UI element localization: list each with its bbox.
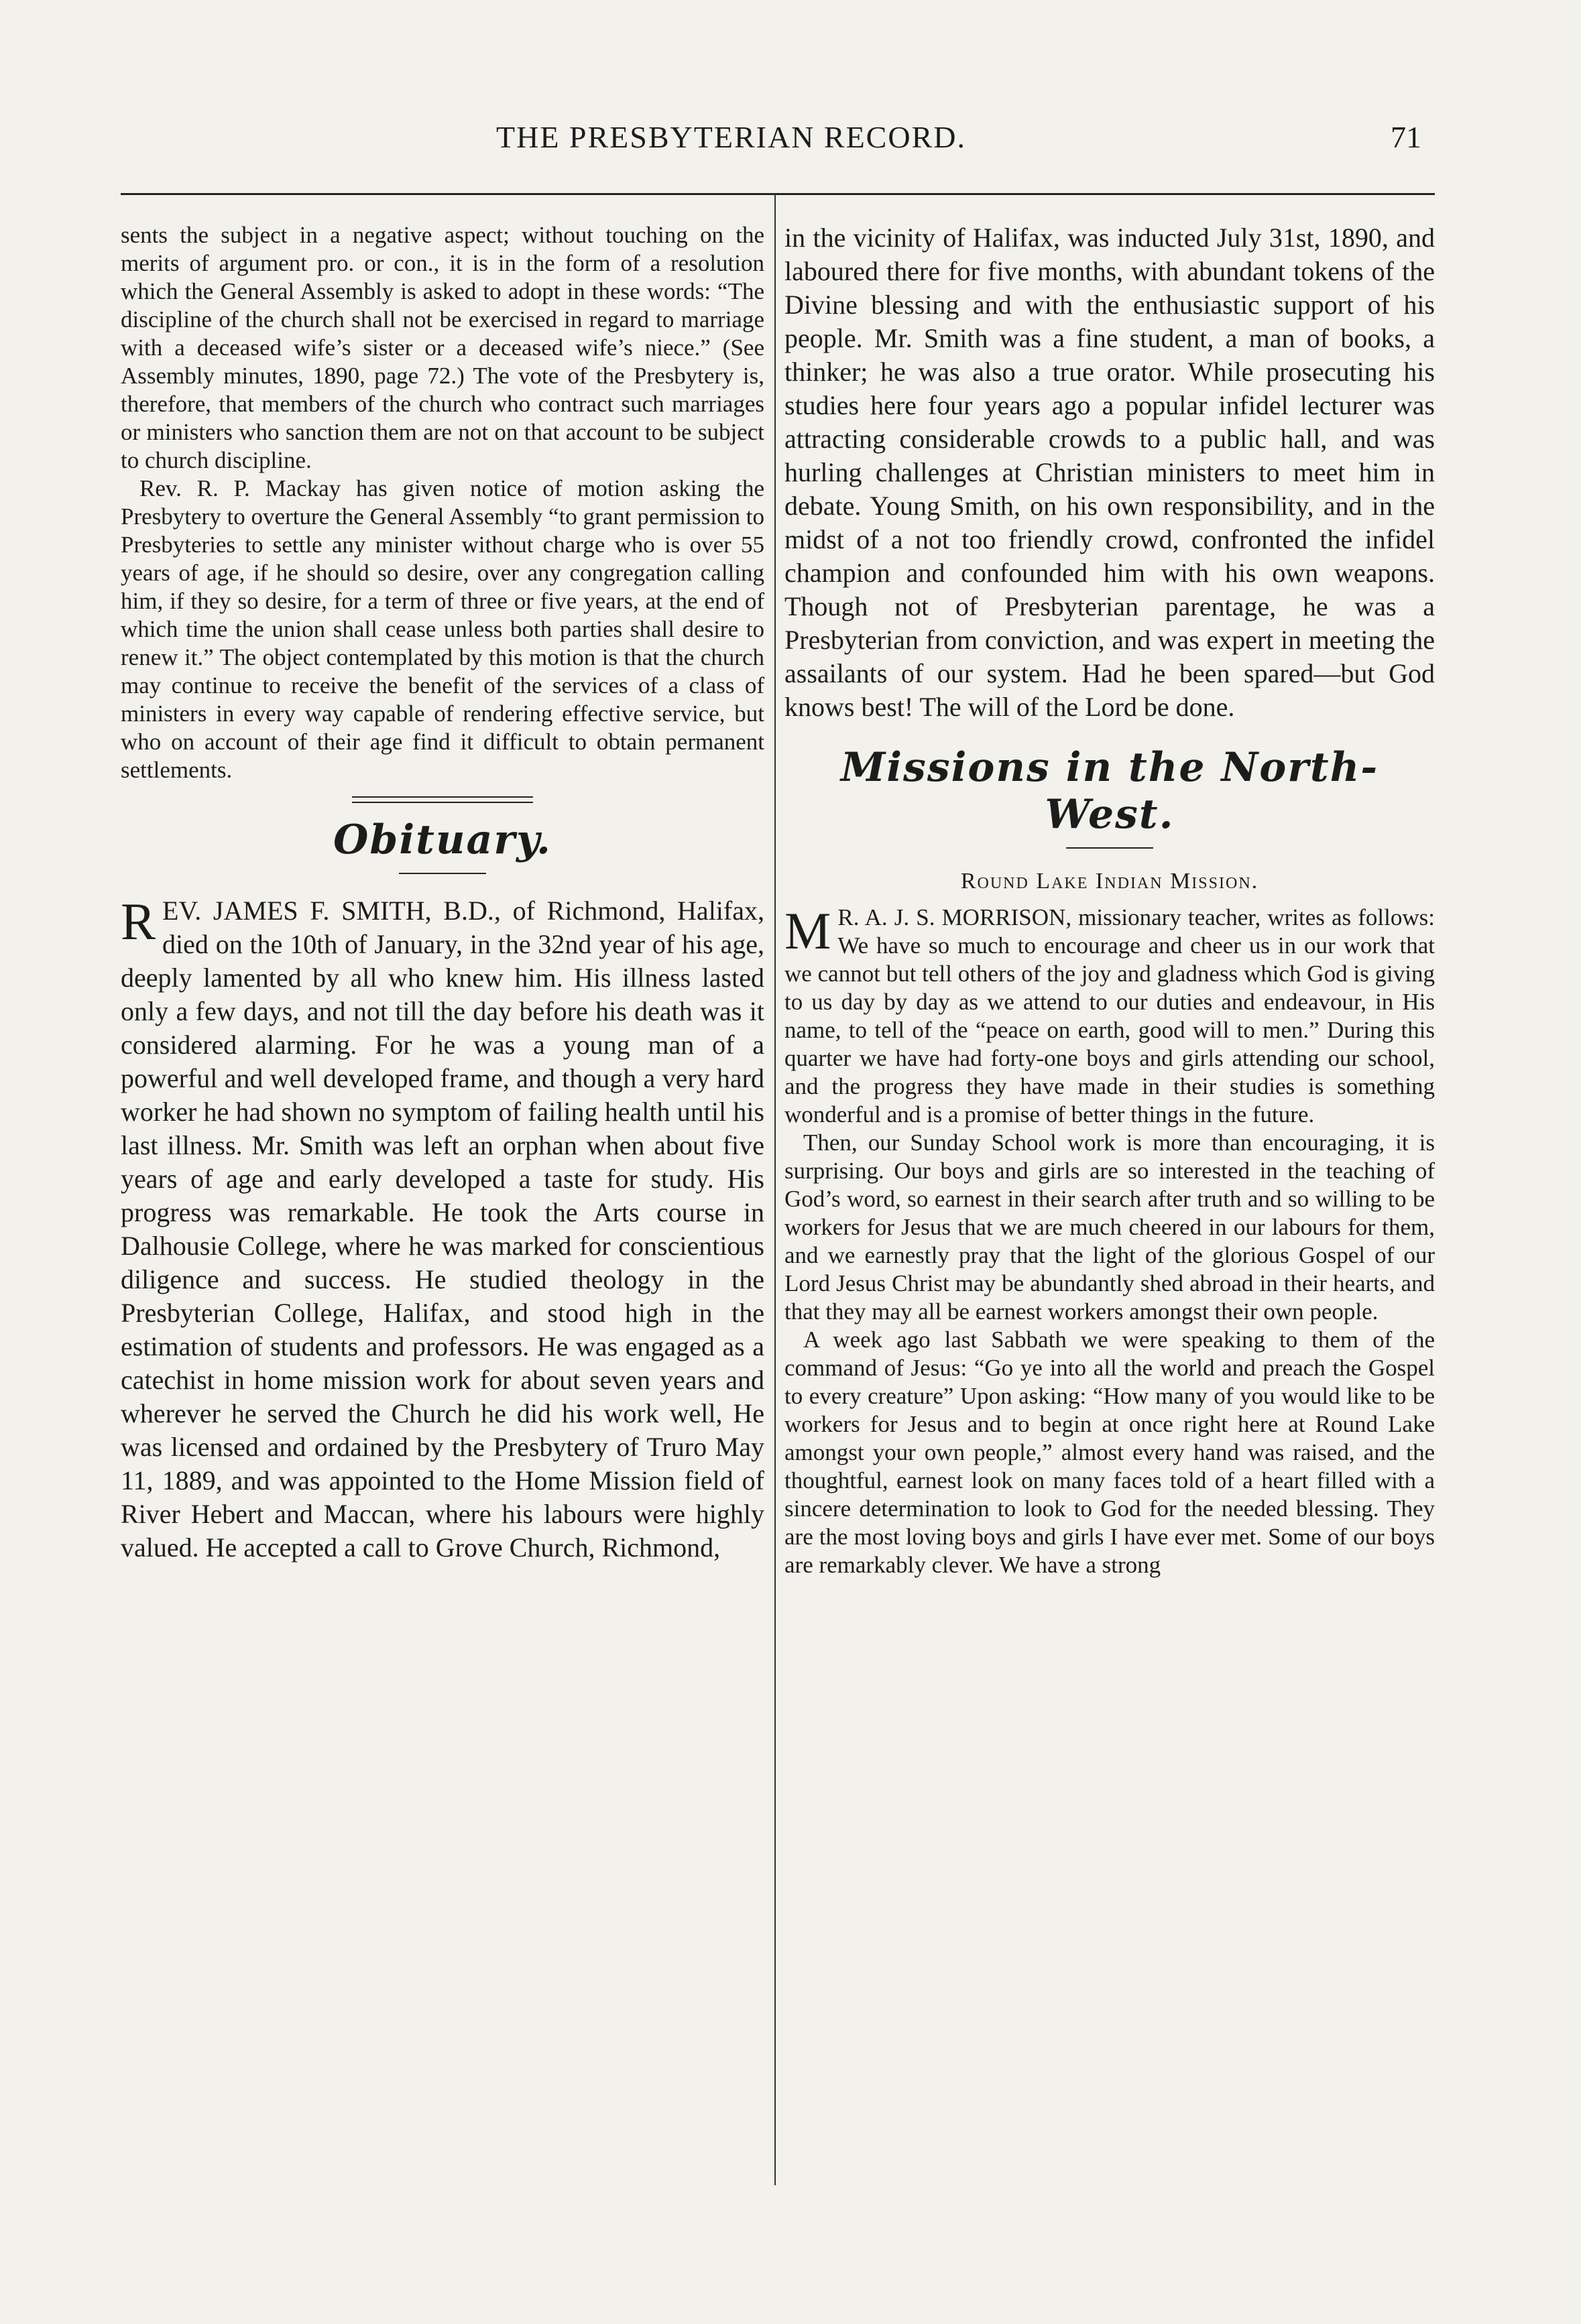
page-number: 71	[1391, 120, 1421, 154]
left-column	[121, 221, 764, 1565]
column-divider	[774, 194, 776, 2185]
obituary-heading: Obituary.	[333, 816, 552, 863]
mission-paragraph-1-body: R. A. J. S. MORRISON, missionary teacher, writes as follows: We have so much to encourage and cheer us in our work that we cannot but tell others of the joy and gladness which God is giving to us day by day as we attend to our duties and endeavour, in His name, to tell of the “peace on earth, good will to men.” During this quarter we have had forty-one boys and girls attending our school, and the progress they have made in their studies is something wonderful and is a promise of better things in the future.	[784, 904, 1435, 1127]
mission-paragraph-1	[784, 904, 1435, 1129]
right-column	[784, 221, 1435, 1579]
presbytery-paragraph-2: Rev. R. P. Mackay has given notice of motion asking the Presbytery to overture the General Assembly “to grant permission to Presbyteries to settle any minister without charge who is over 55 years of age, if he should so desire, over any congregation calling him, if they so desire, for a term of three or five years, at the end of which time the union shall cease unless both parties shall desire to renew it.” The object contemplated by this motion is that the church may continue to receive the benefit of the services of a class of ministers in every way capable of rendering effective service, but who on account of their age find it difficult to obtain permanent settlements.	[121, 475, 764, 783]
page-header	[121, 119, 1435, 173]
presbytery-paragraph-1: sents the subject in a negative aspect; without touching on the merits of argument pro. or con., it is in the form of a resolution which the General Assembly is asked to adopt in these words: “The discipline of the church shall not be exercised in regard to marriage with a deceased wife’s sister or a deceased wife’s niece.” (See Assembly minutes, 1890, page 72.) The vote of the Presbytery is, therefore, that members of the church who contract such marriages or ministers who sanction them are not on that account to be subject to church discipline.	[121, 222, 764, 473]
section-double-rule	[352, 796, 533, 803]
missions-heading: Missions in the North-West.	[840, 744, 1379, 838]
obituary-body: EV. JAMES F. SMITH, B.D., of Richmond, Halifax, died on the 10th of January, in the 32nd year of his age, deeply lamented by all who knew him. His illness lasted only a few days, and not till the day before his death was it considered alarming. For he was a young man of a powerful and well developed frame, and though a very hard worker he had shown no symptom of failing health until his last illness. Mr. Smith was left an orphan when about five years of age and early developed a taste for study. His progress was remarkable. He took the Arts course in Dalhousie College, where he was marked for conscientious diligence and success. He studied theology in the Presbyterian College, Halifax, and stood high in the estimation of students and professors. He was engaged as a catechist in home mission work for about seven years and wherever he served the Church he did his work well, He was licensed and ordained by the Presbytery of Truro May 11, 1889, and was appointed to the Home Mission field of River Hebert and Maccan, where his labours were highly valued. He accepted a call to Grove Church, Richmond,	[121, 896, 764, 1563]
obituary-dropcap: R	[121, 892, 156, 951]
mission-paragraph-3: A week ago last Sabbath we were speaking to them of the command of Jesus: “Go ye into all the world and preach the Gospel to every creature” Upon asking: “How many of you would like to be workers for Jesus and to begin at once right here at Round Lake amongst your own people,” almost every hand was raised, and the thoughtful, earnest look on many faces told of a heart filled with a sincere determination to look to God for the needed blessing. They are the most loving boys and girls I have ever met. Some of our boys are remarkably clever. We have a strong	[784, 1327, 1435, 1578]
header-rule	[121, 193, 1435, 195]
heading-rule	[399, 873, 486, 874]
obituary-text	[121, 894, 764, 1565]
missions-heading-rule	[1066, 847, 1153, 849]
obituary-continued: in the vicinity of Halifax, was inducted July 31st, 1890, and laboured there for five months, with abundant tokens of the Divine blessing and with the enthusiastic support of his people. Mr. Smith was a fine student, a man of books, a thinker; he was also a true orator. While prosecuting his studies here four years ago a popular infidel lecturer was attracting considerable crowds to a public hall, and was hurling challenges at Christian ministers to meet him in debate. Young Smith, on his own responsibility, and in the midst of a not too friendly crowd, confronted the infidel champion and confounded him with his own weapons. Though not of Presbyterian parentage, he was a Presbyterian from conviction, and was expert in meeting the assailants of our system. Had he been spared—but God knows best! The will of the Lord be done.	[784, 223, 1435, 722]
mission-subheading: Round Lake Indian Mission.	[960, 869, 1259, 894]
running-title: THE PRESBYTERIAN RECORD.	[496, 120, 966, 154]
mission-dropcap: M	[784, 902, 831, 960]
mission-paragraph-2: Then, our Sunday School work is more than encouraging, it is surprising. Our boys and girls are so interested in the teaching of God’s word, so earnest in their search after truth and so willing to be workers for Jesus that we are much cheered in our labours for them, and we earnestly pray that the light of the glorious Gospel of our Lord Jesus Christ may be abundantly shed abroad in their hearts, and that they may all be earnest workers amongst their own people.	[784, 1129, 1435, 1325]
